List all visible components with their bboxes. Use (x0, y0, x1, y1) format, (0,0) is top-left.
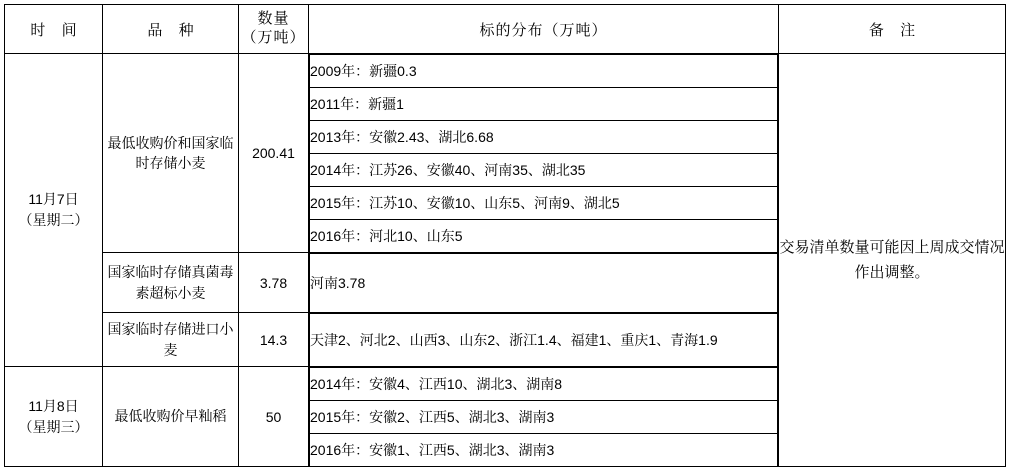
cell-distribution-3 (309, 313, 779, 367)
cell-variety-1: 最低收购价和国家临时存储小麦 (103, 54, 239, 253)
list-item: 河南3.78 (310, 254, 778, 313)
list-item: 2016年：安徽1、江西5、湖北3、湖南3 (310, 434, 778, 467)
cell-variety-2: 国家临时存储真菌毒素超标小麦 (103, 253, 239, 313)
cell-distribution-1 (309, 54, 779, 253)
list-item: 2015年：江苏10、安徽10、山东5、河南9、湖北5 (310, 187, 778, 220)
header-quantity: 数量 （万吨） (239, 5, 309, 54)
header-time: 时 间 (5, 5, 103, 54)
list-item: 2011年：新疆1 (310, 88, 778, 121)
cell-date-nov7: 11月7日 （星期二） (5, 54, 103, 367)
list-item: 2014年：江苏26、安徽40、河南35、湖北35 (310, 154, 778, 187)
distribution-list-2 (309, 253, 778, 312)
cell-date-nov8: 11月8日 （星期三） (5, 367, 103, 467)
auction-schedule-table (4, 4, 1006, 467)
header-distribution: 标的分布（万吨） (309, 5, 779, 54)
cell-quantity-2: 3.78 (239, 253, 309, 313)
list-item: 天津2、河北2、山西3、山东2、浙江1.4、福建1、重庆1、青海1.9 (310, 314, 778, 367)
distribution-list-1 (309, 54, 778, 252)
table-header-row (5, 5, 1006, 54)
cell-quantity-3: 14.3 (239, 313, 309, 367)
list-item: 2015年：安徽2、江西5、湖北3、湖南3 (310, 401, 778, 434)
list-item: 2014年：安徽4、江西10、湖北3、湖南8 (310, 368, 778, 401)
list-item: 2013年：安徽2.43、湖北6.68 (310, 121, 778, 154)
cell-quantity-4: 50 (239, 367, 309, 467)
list-item: 2009年：新疆0.3 (310, 55, 778, 88)
distribution-list-4 (309, 367, 778, 466)
cell-distribution-4 (309, 367, 779, 467)
cell-remark: 交易清单数量可能因上周成交情况作出调整。 (779, 54, 1006, 467)
list-item: 2016年：河北10、山东5 (310, 220, 778, 253)
distribution-list-3 (309, 313, 778, 366)
cell-quantity-1: 200.41 (239, 54, 309, 253)
document-sheet (0, 4, 1009, 458)
header-remark: 备 注 (779, 5, 1006, 54)
cell-variety-3: 国家临时存储进口小麦 (103, 313, 239, 367)
header-variety: 品 种 (103, 5, 239, 54)
cell-distribution-2 (309, 253, 779, 313)
cell-variety-4: 最低收购价早籼稻 (103, 367, 239, 467)
table-row (5, 54, 1006, 253)
